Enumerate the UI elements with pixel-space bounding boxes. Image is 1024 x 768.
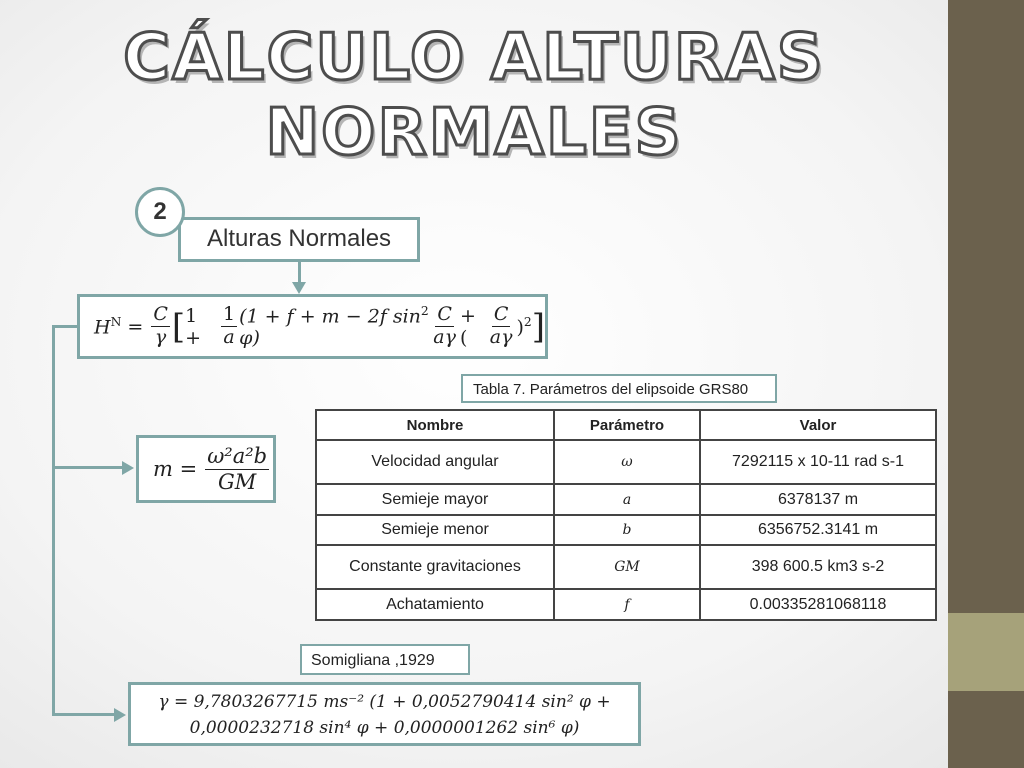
hn-frac-one-a: $\frac{1}{a}$: [223, 303, 236, 348]
hn-frac-c-agamma: $\frac{C}{a\gamma}$: [433, 303, 456, 348]
connector-to-m: [52, 466, 124, 469]
hn-frac-c-gamma: $\frac{C}{\gamma}$: [153, 303, 168, 348]
table-row: [316, 515, 936, 545]
normal-height-equation: [77, 294, 548, 359]
hn-one: 1 +: [185, 304, 202, 349]
hn-inner-term: (1 + f + m − 2f $\sin^2 \varphi$): [239, 303, 429, 350]
cell-symbol: a: [554, 484, 700, 515]
cell-name: Semieje mayor: [316, 484, 554, 515]
cell-name: Velocidad angular: [316, 440, 554, 484]
arrow-to-m-equation: [122, 461, 134, 475]
page-title-line-2: NORMALES: [265, 96, 683, 170]
cell-value: 398 600.5 km3 s-2: [700, 545, 936, 589]
gamma-equation-line-2: 0,0000232718 sin⁴ φ + 0,0000001262 sin⁶ φ): [189, 718, 580, 738]
connector-hn-left: [52, 325, 77, 328]
cell-symbol: f: [554, 589, 700, 620]
hn-equals: =: [127, 315, 144, 338]
table-caption: Tabla 7. Parámetros del elipsoide GRS80: [461, 374, 777, 403]
m-lhs: m =: [153, 457, 198, 481]
arrow-to-hn-equation: [292, 282, 306, 294]
table-row: [316, 484, 936, 515]
cell-value: 7292115 x 10-11 rad s-1: [700, 440, 936, 484]
hn-plus-paren: + (: [459, 304, 476, 349]
grs80-parameters-table: [315, 409, 937, 621]
cell-symbol: b: [554, 515, 700, 545]
connector-to-gamma: [52, 713, 116, 716]
step-label-box: Alturas Normales: [178, 217, 420, 262]
step-number-badge: 2: [135, 187, 185, 237]
table-row: [316, 545, 936, 589]
connector-step-down: [298, 262, 301, 284]
somigliana-reference: Somigliana ,1929: [300, 644, 470, 675]
table-row: [316, 589, 936, 620]
connector-vertical: [52, 325, 55, 715]
cell-symbol: GM: [554, 545, 700, 589]
cell-name: Achatamiento: [316, 589, 554, 620]
m-equation: [136, 435, 276, 503]
header-valor: Valor: [700, 410, 936, 440]
cell-value: 6356752.3141 m: [700, 515, 936, 545]
cell-value: 6378137 m: [700, 484, 936, 515]
header-nombre: Nombre: [316, 410, 554, 440]
m-fraction: $\frac{\text{ω²a²b}}{GM}$: [207, 444, 268, 494]
cell-symbol: ω: [554, 440, 700, 484]
normal-gravity-equation: [128, 682, 641, 746]
page-title-line-1: CÁLCULO ALTURAS: [123, 21, 825, 95]
sidebar-accent-block: [948, 613, 1024, 691]
cell-name: Constante gravitaciones: [316, 545, 554, 589]
hn-lhs: $H^N$: [94, 314, 122, 339]
hn-bracket-open: [: [171, 306, 186, 347]
gamma-equation-line-1: γ = 9,7803267715 ms⁻² (1 + 0,0052790414 sin² φ +: [158, 692, 611, 712]
cell-value: 0.00335281068118: [700, 589, 936, 620]
arrow-to-gamma-equation: [114, 708, 126, 722]
hn-close-paren: )$^2$: [516, 314, 532, 339]
hn-frac-c-agamma-2: $\frac{C}{a\gamma}$: [489, 303, 513, 348]
cell-name: Semieje menor: [316, 515, 554, 545]
table-header-row: [316, 410, 936, 440]
table-row: [316, 440, 936, 484]
hn-bracket-close: ]: [531, 306, 545, 347]
header-parametro: Parámetro: [554, 410, 700, 440]
